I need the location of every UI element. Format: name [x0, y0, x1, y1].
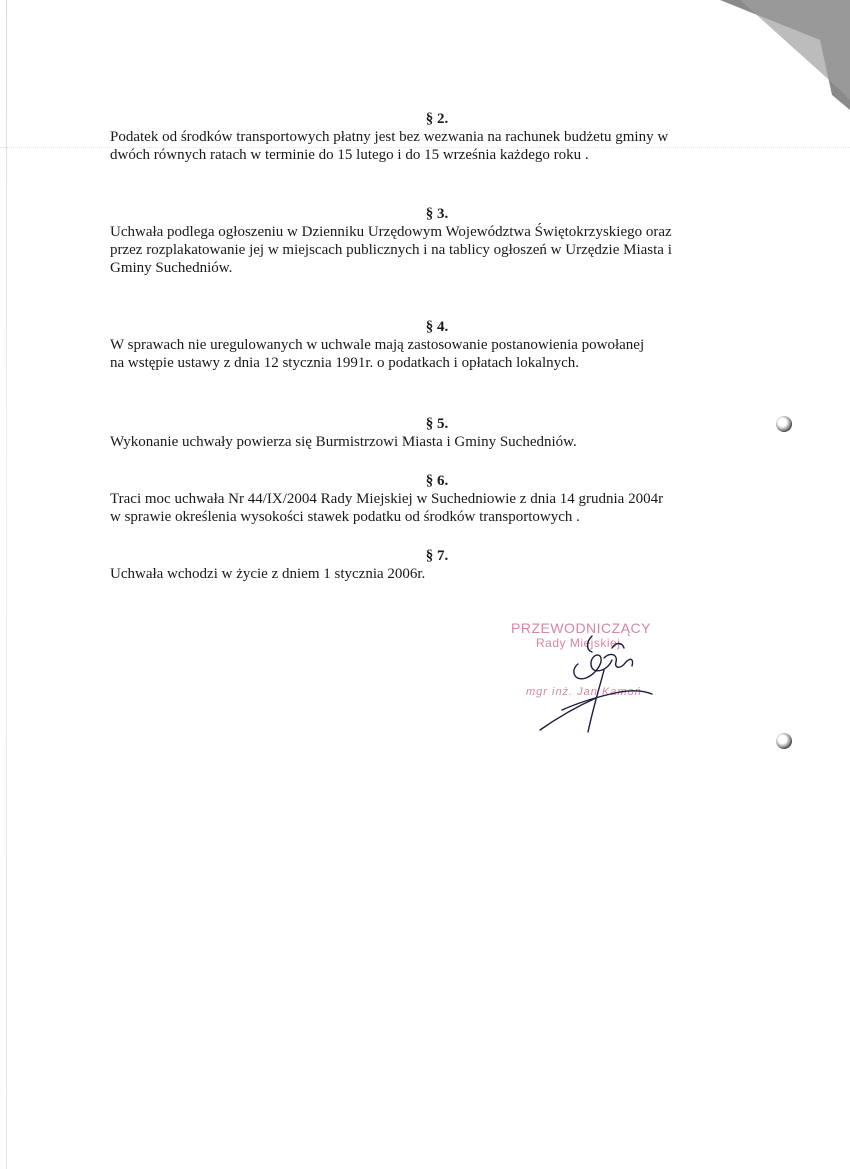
section-2 — [110, 110, 750, 164]
section-6-heading: § 6. — [425, 473, 449, 489]
section-4-heading: § 4. — [425, 319, 449, 335]
stamp-name: mgr inż. Jan Kamoń — [526, 686, 642, 698]
stamp-title: PRZEWODNICZĄCY — [511, 620, 651, 636]
section-2-heading: § 2. — [425, 111, 449, 127]
folded-corner-shadow — [720, 0, 850, 110]
section-5-body: Wykonanie uchwały powierza się Burmistrzowi Miasta i Gminy Suchedniów. — [110, 434, 577, 450]
section-5-heading: § 5. — [425, 416, 449, 432]
section-3-heading: § 3. — [425, 206, 449, 222]
section-7 — [110, 547, 750, 583]
section-3-body: Uchwała podlega ogłoszeniu w Dzienniku Urzędowym Województwa Świętokrzyskiego oraz przez rozplakatowanie jej w miejscach publicznych i na tablicy ogłoszeń w Urzędzie Miasta i Gminy Suchedniów. — [110, 224, 672, 276]
section-5 — [110, 415, 750, 451]
section-4-body: W sprawach nie uregulowanych w uchwale mają zastosowanie postanowienia powołanej na wstępie ustawy z dnia 12 stycznia 1991r. o podatkach i opłatach lokalnych. — [110, 337, 645, 371]
section-4 — [110, 318, 750, 372]
section-7-body: Uchwała wchodzi w życie z dniem 1 stycznia 2006r. — [110, 566, 426, 582]
binder-hole-lower — [776, 733, 792, 749]
chairman-stamp — [500, 612, 690, 737]
scan-left-edge — [6, 0, 7, 1169]
binder-hole-upper — [776, 416, 792, 432]
section-7-heading: § 7. — [425, 548, 449, 564]
section-2-body: Podatek od środków transportowych płatny jest bez wezwania na rachunek budżetu gminy w dwóch równych ratach w terminie do 15 lutego i do 15 września każdego roku . — [110, 129, 669, 163]
stamp-subtitle: Rady Miejskiej — [536, 636, 621, 650]
handwritten-signature — [500, 612, 690, 737]
section-6-body: Traci moc uchwała Nr 44/IX/2004 Rady Miejskiej w Suchedniowie z dnia 14 grudnia 2004r w sprawie określenia wysokości stawek podatku od środków transportowych . — [110, 491, 664, 525]
section-6 — [110, 472, 750, 526]
section-3 — [110, 205, 750, 277]
